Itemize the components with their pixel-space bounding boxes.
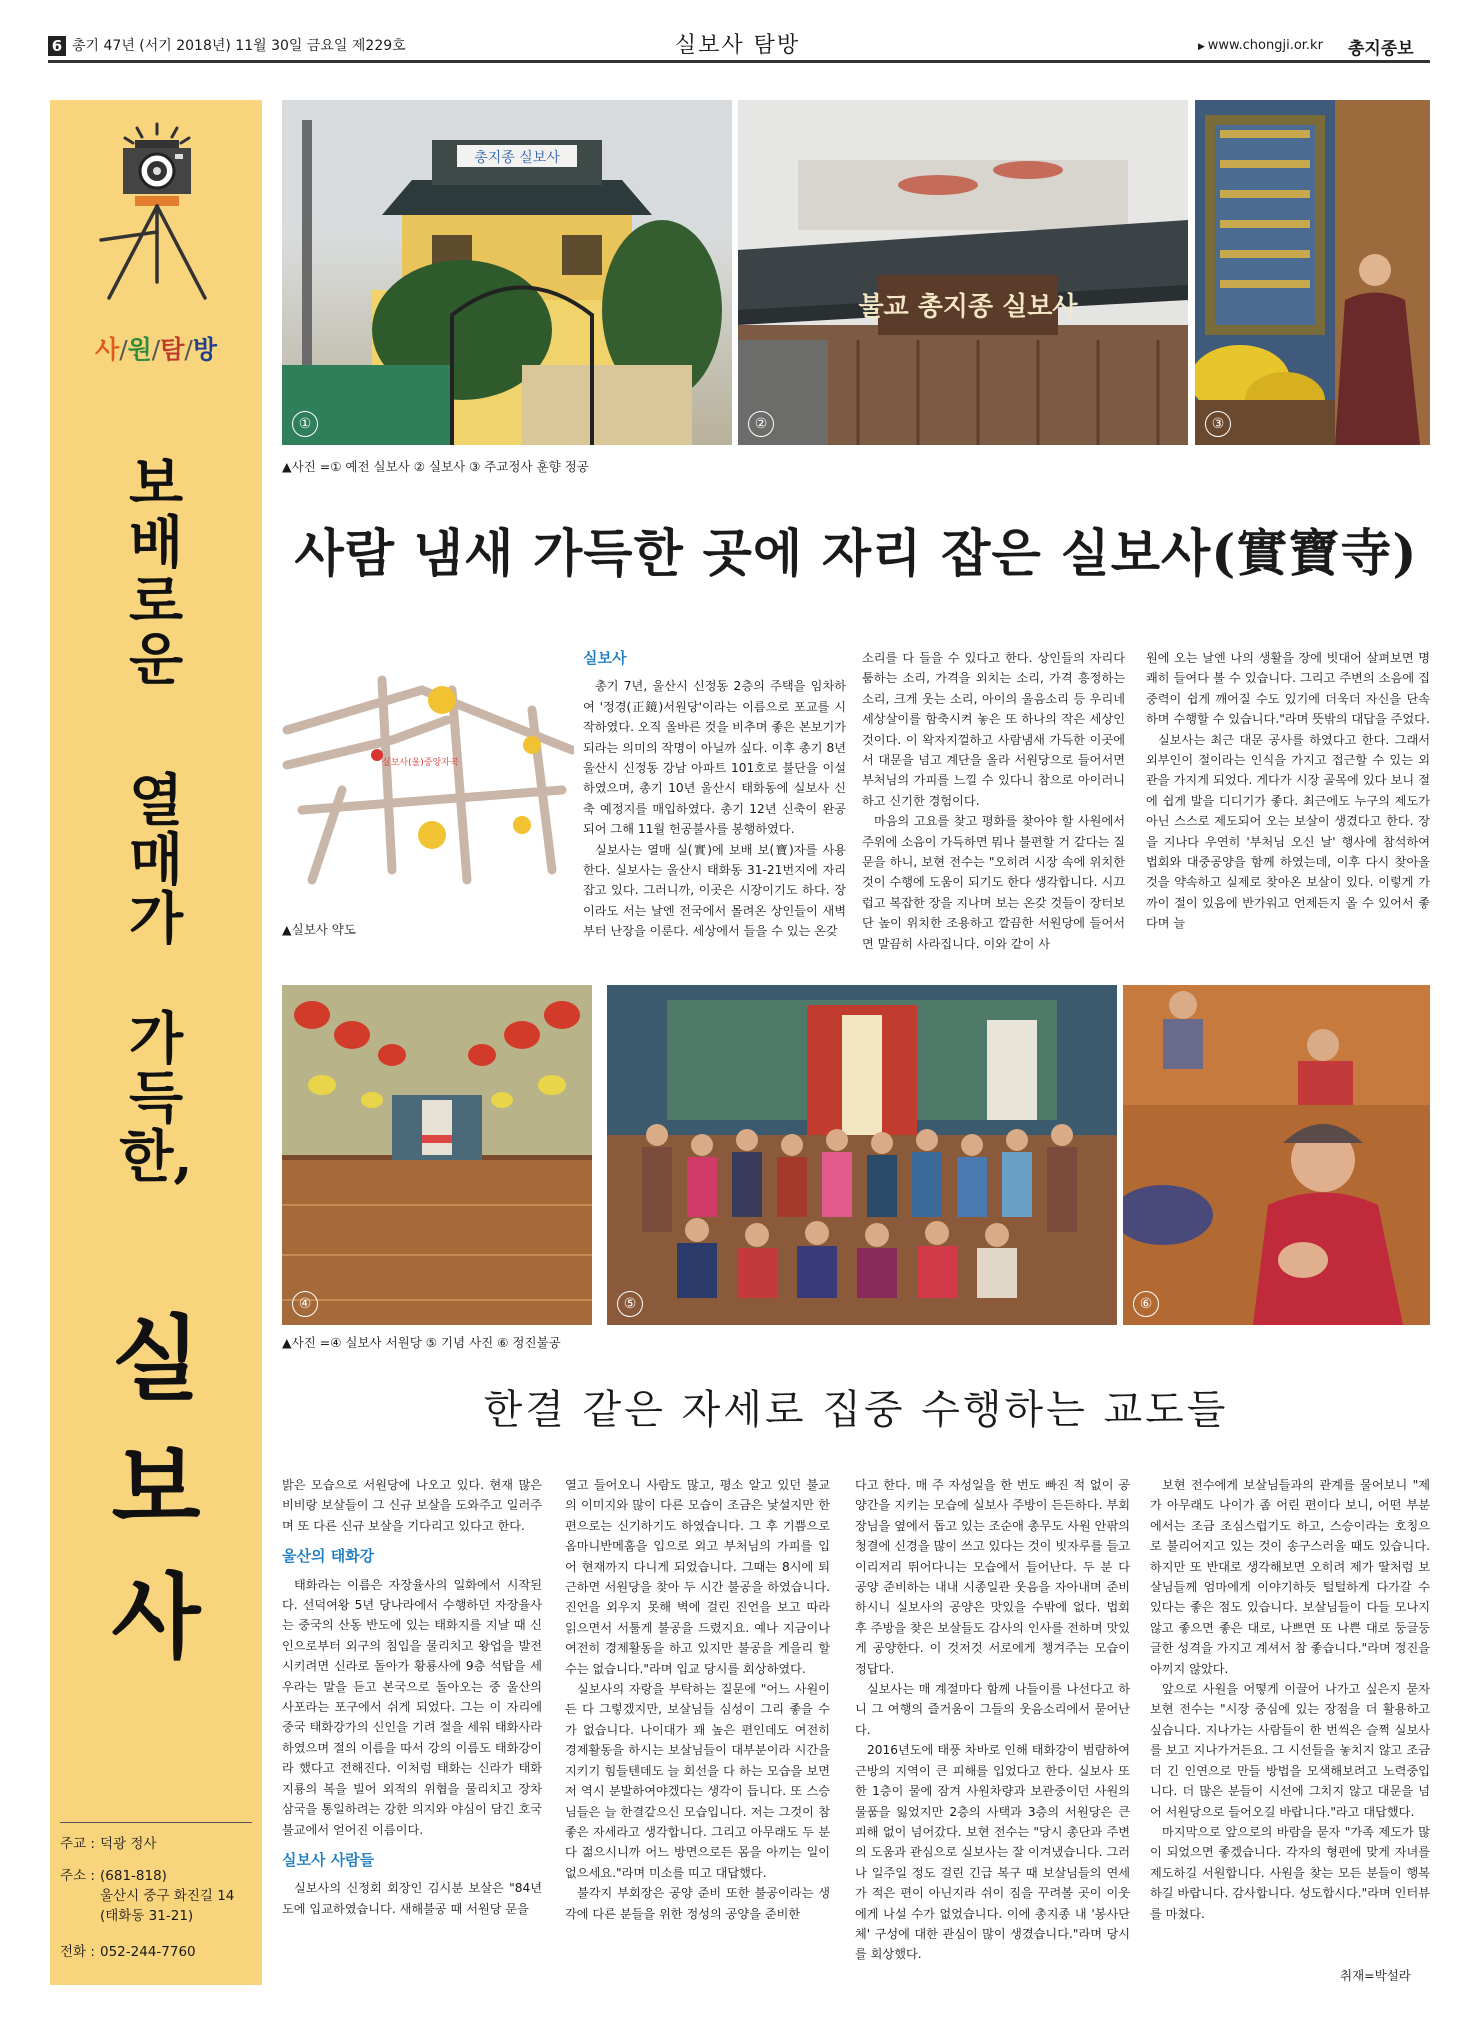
paragraph: 소리를 다 들을 수 있다고 한다. 상인들의 자리다툼하는 소리, 가격을 외치는 소리, 가격 흥정하는 소리, 크게 웃는 소리, 아이의 울음소리 등 우리네 세상살이를 함축시켜 놓은 또 하나의 작은 세상인 것이다. 이 왁자지껄하고 사람냄새 가득한 이곳에서 대문을 넘고 계단을 올라 서원당으로 들어서면 부처님의 가피를 느낄 수 있다니 참으로 아이러니 하고 신기한 경험이다. — [862, 651, 1125, 808]
category-char: 원 — [127, 335, 152, 364]
photo-number: ⑥ — [1133, 1291, 1159, 1317]
paragraph: 태화라는 이름은 자장율사의 일화에서 시작된다. 선덕여왕 5년 당나라에서 수행하던 자장율사는 중국의 산동 반도에 있는 태화지를 지날 때 신인으로부터 외구의 침입을 물리치고 왕업을 발전시키려면 신라로 돌아가 황룡사에 9층 석탑을 세우라는 말을 듣고 본국으로 돌아오는 중 울산의 사포라는 포구에서 쉬게 되었다. 그는 이 자리에 중국 태화강가의 신인을 기려 절을 세워 태화사라 하였으며 절의 이름을 따서 강의 이름도 태화강이라 했다고 전해진다. 이처럼 태화는 신라가 태화지룡의 복을 빌어 외적의 위협을 물리치고 장차 삼국을 통일하려는 강한 의지와 야심이 담긴 호국불교에서 얻어진 이름이다. — [282, 1577, 542, 1837]
paragraph: 마음의 고요를 찾고 평화를 찾아야 할 사원에서 주위에 소음이 가득하면 뭐나 불편할 거 같다는 질문을 하니, 보현 전수는 "오히려 시장 속에 위치한 것이 수행에 도움이 되기도 한다 생각합니다. 시끄럽고 복잡한 장을 지나며 보는 온갖 것들이 장터보단 높이 위치한 조용하고 깔끔한 서원당에 들어서면 말끔히 사라집니다. 이와 같이 사 — [862, 814, 1125, 951]
website-url[interactable] — [1198, 38, 1323, 53]
title-char: 사 — [111, 1562, 201, 1671]
paragraph: 보현 전수에게 보살님들과의 관계를 물어보니 "제가 아무래도 나이가 좀 어린 편이다 보니, 어떤 부분에서는 조금 조심스럽기도 하고, 스승이라는 호칭으로 불리어지고 있는 것이 송구스러울 때도 있습니다. 하지만 또 반대로 생각해보면 오히려 제가 딸처럼 보살님들께 엄마에게 이야기하듯 털털하게 다가갈 수 있다는 좋은 점도 있습니다. 보살님들이 다들 모나지 않고 좋으면 좋은 대로, 나쁘면 또 나쁜 대로 둥글둥글한 성격을 가지고 계셔서 참 좋습니다."라며 정진을 아끼지 않았다. — [1150, 1478, 1430, 1676]
title-char: 가 — [128, 1006, 184, 1072]
temple-address — [60, 1866, 234, 1926]
article-column — [583, 648, 846, 956]
title-char: 한, — [119, 1123, 193, 1190]
byline: 취재=박설라 — [1340, 1968, 1411, 1983]
title-char: 가 — [128, 885, 184, 952]
paragraph: 총기 7년, 울산시 신정동 2층의 주택을 임차하여 '정경(正鏡)서원당'이라는 이름으로 포교를 시작하였다. 오직 올바른 것을 비추며 좋은 본보기가 되라는 의미의 작명이 아닐까 싶다. 이후 총기 8년 울산시 신정동 강남 아파트 101호로 불단을 이설하였으며, 총기 10년 울산시 태화동에 실보사 신축 예정지를 매입하였다. 총기 12년 신축이 완공되어 그해 11월 헌공불사를 봉행하였다. — [583, 679, 846, 837]
paragraph: 실보사는 매 계절마다 함께 나들이를 나선다고 하니 그 여행의 즐거움이 그들의 웃음소리에서 묻어난다. — [855, 1682, 1130, 1737]
paragraph: 실보사의 자랑을 부탁하는 질문에 "어느 사원이든 다 그렇겠지만, 보살님들 심성이 그리 좋을 수가 없습니다. 나이대가 꽤 높은 편인데도 여전히 경제활동을 하시는 보살님들이 대부분이라 시간을 지키기 힘들텐데도 늘 회선을 다 하는 모습을 보면 저 역시 분발하여야겠다는 생각이 듭니다. 또 스승님들은 늘 한결같으신 모습입니다. 저는 그것이 참 좋은 자세라고 생각합니다. 그리고 아무래도 두 분 다 젊으시니까 어느 방면으로든 몸을 아끼는 일이 없으세요."라며 미소를 띠고 대답했다. — [565, 1682, 830, 1880]
photo-number: ④ — [292, 1291, 318, 1317]
photo-temple-gate — [738, 100, 1188, 445]
article-column — [855, 1475, 1130, 1985]
info-value: 덕광 정사 — [100, 1836, 157, 1852]
title-char: 열 — [128, 768, 184, 834]
article-column — [1150, 1475, 1430, 1965]
sign-text: 총지종 실보사 — [474, 150, 560, 166]
category-char: 방 — [192, 335, 217, 364]
paragraph: 실보사는 열매 실(實)에 보배 보(寶)자를 사용한다. 실보사는 울산시 태화동 31-21번지에 자리 잡고 있다. 그러니까, 이곳은 시장이기도 하다. 장이라도 서는 날엔 전국에서 몰려온 상인들이 새벽부터 난장을 이룬다. 세상에서 들을 수 있는 온갖 — [583, 842, 846, 939]
vertical-title-line — [50, 1006, 262, 1190]
header-rule — [48, 60, 1430, 63]
title-char: 득 — [128, 1064, 184, 1131]
title-char: 매 — [128, 826, 184, 893]
paragraph: 앞으로 사원을 어떻게 이끌어 나가고 싶은지 묻자 보현 전수는 "시장 중심에 있는 장점을 더 활용하고 싶습니다. 지나가는 사람들이 한 번씩은 슬쩍 실보사를 보고 지나가거든요. 그 시선들을 놓치지 않고 조금 더 긴 인연으로 만들 방법을 모색해보려고 노력중입니다. 더 많은 분들이 시선에 그치지 않고 대문을 넘어 서원당으로 들어오길 바랍니다."라고 대답했다. — [1150, 1682, 1430, 1819]
photo-prayer — [1123, 985, 1430, 1325]
title-char: 실 — [111, 1305, 201, 1413]
info-label: 전화 : — [60, 1944, 95, 1960]
vertical-title-line — [50, 451, 262, 694]
photo-monk-incense — [1195, 100, 1430, 445]
article-column — [282, 1475, 542, 1985]
title-char: 배 — [128, 509, 184, 576]
photo-number: ② — [748, 411, 774, 437]
headline: 사람 냄새 가득한 곳에 자리 잡은 실보사(實寶寺) — [294, 524, 1418, 584]
photo-number: ⑤ — [617, 1291, 643, 1317]
info-divider — [60, 1822, 252, 1823]
location-map — [282, 670, 574, 890]
photo-old-temple — [282, 100, 732, 445]
info-label: 주소 : — [60, 1868, 95, 1884]
category-label: 사/원/탐/방 — [95, 335, 217, 364]
temple-owner — [60, 1834, 156, 1854]
photo-caption: ▲사진 =④ 실보사 서원당 ⑤ 기념 사진 ⑥ 정진불공 — [282, 1335, 561, 1350]
arrow-icon: ▶ — [1198, 42, 1208, 52]
photo-number: ① — [292, 411, 318, 437]
subheadline: 한결 같은 자세로 집중 수행하는 교도들 — [483, 1387, 1229, 1433]
info-value: 울산시 중구 화진길 14 — [100, 1888, 235, 1904]
page-number: 6 — [48, 36, 66, 56]
paragraph: 원에 오는 날엔 나의 생활을 장에 빗대어 살펴보면 명쾌히 들여다 볼 수 있습니다. 그리고 주변의 소음에 집중력이 쉽게 깨어질 수도 있기에 더욱더 자신을 단속하며 수행할 수 있습니다."라며 뜻밖의 대답을 주었다. — [1146, 651, 1430, 727]
paragraph: 열고 들어오니 사람도 많고, 평소 알고 있던 불교의 이미지와 많이 다른 모습이 조금은 낯설지만 한편으로는 신기하기도 하였습니다. 그 후 기쁨으로 옴마니반메훔을 입으로 외고 부처님의 가피를 입어 현재까지 다니게 되었습니다. 그때는 8시에 퇴근하면 서원당을 찾아 두 시간 불공을 하였습니다. 진언을 외우지 못해 벽에 걸린 진언을 보고 따라 읽으면서 서툴게 불공을 드렸지요. 예나 지금이나 여전히 경제활동을 하고 있지만 불공을 게을리 할 수는 없습니다."라며 입교 당시를 회상하였다. — [565, 1478, 830, 1676]
sign-text: 불교 총지종 실보사 — [858, 292, 1078, 322]
info-value: (태화동 31-21) — [100, 1908, 194, 1924]
paragraph: 실보사는 최근 대문 공사를 하였다고 한다. 그래서 외부인이 절이라는 인식을 가지고 접근할 수 있는 외관을 가지게 되었다. 게다가 시장 골목에 있다 보니 절에 쉽게 발을 디디기가 좋다. 최근에도 누구의 제도가 아닌 스스로 제도되어 오는 보살이 생겼다고 한다. 장을 지나다 우연히 '부처님 오신 날' 행사에 참석하여 법회와 대중공양을 함께 하였는데, 이후 다시 찾아올 것을 약속하고 실제로 찾아온 보살이 있다. 이렇게 가까이 절이 있음에 반가워고 언제든지 올 수 있어서 좋다며 늘 — [1146, 732, 1430, 931]
paper-name: 총지종보 — [1348, 39, 1414, 59]
paragraph: 다고 한다. 매 주 자성일을 한 번도 빠진 적 없이 공양간을 지키는 모습에 실보사 주방이 든든하다. 부회장님을 옆에서 돕고 있는 조순애 총무도 사원 안팎의 청결에 신경을 많이 쓰고 있다는 것이 빗자루를 들고 이리저리 뛰어다니는 모습에서 들어난다. 두 분 다 공양 준비하는 내내 시종일관 웃음을 자아내며 준비하시니 실보사의 공양은 맛있을 수밖에 없다. 법회 후 주방을 찾은 보살들도 감사의 인사를 전하며 맛있게 공양한다. 이 것저것 서로에게 챙겨주는 모습이 정답다. — [855, 1478, 1130, 1676]
info-value: 052-244-7760 — [100, 1944, 196, 1960]
section-heading: 실보사 — [583, 649, 627, 667]
map-label: 실보사(울)중앙자곡 — [382, 758, 459, 768]
section-title: 실보사 탐방 — [674, 33, 801, 58]
photo-caption: ▲사진 =① 예전 실보사 ② 실보사 ③ 주교정사 훈향 정공 — [282, 459, 589, 474]
photo-dharma-hall — [282, 985, 592, 1325]
section-heading: 울산의 태화강 — [282, 1547, 375, 1566]
info-value: (681-818) — [100, 1868, 167, 1884]
paragraph: 불각지 부회장은 공양 준비 또한 불공이라는 생각에 다른 분들을 위한 정성의 공양을 준비한 — [565, 1886, 830, 1921]
issue-info: 총기 47년 (서기 2018년) 11월 30일 금요일 제229호 — [72, 38, 406, 54]
info-label: 주교 : — [60, 1836, 95, 1852]
article-column — [565, 1475, 830, 1985]
vertical-title-line — [50, 768, 262, 952]
photo-number: ③ — [1205, 411, 1231, 437]
section-heading: 실보사 사람들 — [282, 1850, 375, 1869]
camera-tripod-icon — [95, 122, 220, 302]
title-char: 보 — [128, 451, 184, 517]
article-column — [1146, 648, 1430, 956]
article-column — [862, 648, 1125, 956]
title-char: 로 — [128, 568, 184, 635]
photo-group — [607, 985, 1117, 1325]
category-char: 탐 — [160, 335, 185, 364]
paragraph: 밝은 모습으로 서원당에 나오고 있다. 현재 많은 비비랑 보살들이 그 신규 보살을 도와주고 일러주며 또 다른 신규 보살을 기다리고 있다고 한다. — [282, 1478, 542, 1533]
paragraph: 2016년도에 태풍 차바로 인해 태화강이 범람하여 근방의 지역이 큰 피해를 입었다고 한다. 실보사 또한 1층이 물에 잠겨 사원차량과 보관중이던 사원의 물품을 잃었지만 2층의 사택과 3층의 서원당은 큰 피해 없이 넘어갔다. 보현 전수는 "당시 총단과 주변의 도움과 관심으로 실보사는 잘 이겨냈습니다. 그러나 일주일 정도 걸린 긴급 복구 때 보살님들의 연세가 적은 편이 아닌지라 쉬이 짐을 꾸려볼 곳이 이웃에게 나설 수가 없었습니다. 이에 총지종 내 '봉사단체' 구성에 대한 관심이 많이 생겼습니다."라며 당시를 회상했다. — [855, 1743, 1130, 1962]
paragraph: 실보사의 신정회 회장인 김시분 보살은 "84년도에 입교하였습니다. 새해불공 때 서원당 문을 — [282, 1881, 542, 1916]
temple-phone — [60, 1942, 196, 1962]
map-caption: ▲실보사 약도 — [282, 922, 356, 937]
website-text: www.chongji.or.kr — [1207, 38, 1323, 53]
vertical-title-line — [50, 1295, 262, 1681]
title-char: 보 — [111, 1433, 201, 1542]
category-char: 사 — [95, 335, 120, 364]
paragraph: 마지막으로 앞으로의 바람을 묻자 "가족 제도가 많이 되었으면 좋겠습니다. 각자의 형편에 맞게 자녀를 제도하길 서원합니다. 사원을 찾는 모든 분들이 행복하길 바랍니다. 감사합니다. 성도합시다."라며 인터뷰를 마쳤다. — [1150, 1824, 1430, 1921]
title-char: 운 — [128, 627, 184, 694]
